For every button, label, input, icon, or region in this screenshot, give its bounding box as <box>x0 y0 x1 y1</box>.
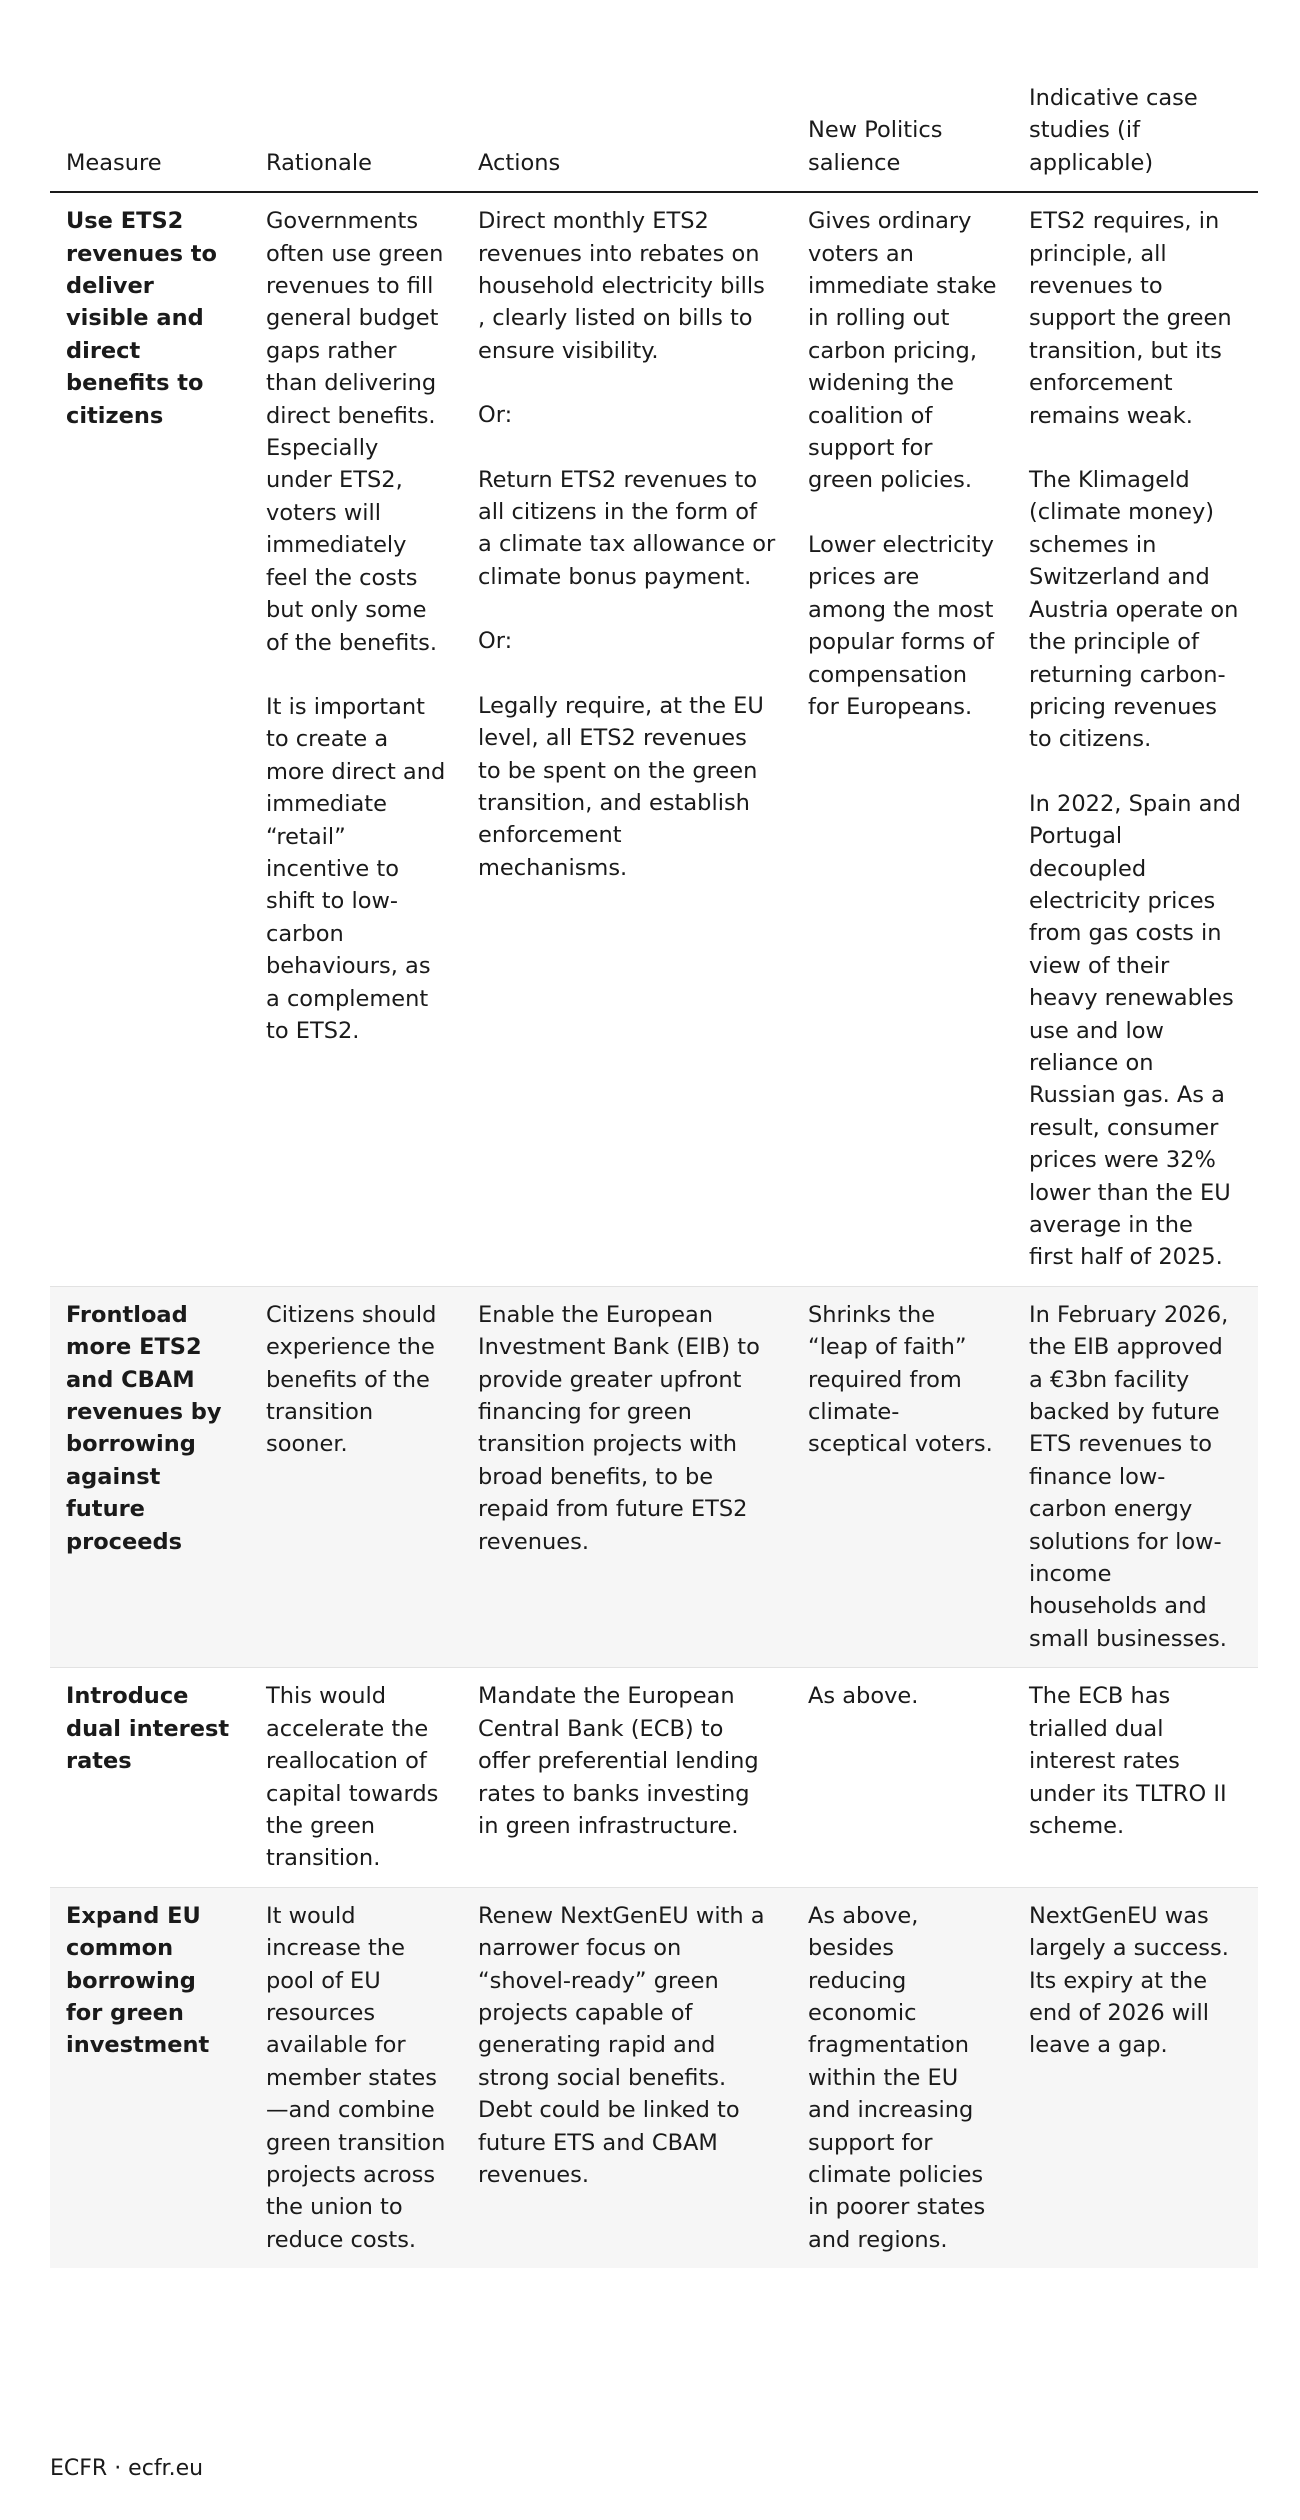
case-study-text: The Klimageld (climate money) schemes in Switzerland and Austria operate on the principle of returning carbon-pricing revenues to citizens. <box>1029 467 1239 753</box>
salience-cell <box>792 1286 1013 1667</box>
salience-cell <box>792 192 1013 1286</box>
table-header-row <box>50 70 1258 192</box>
salience-text: As above. <box>808 1683 919 1710</box>
case-studies-cell <box>1013 1668 1258 1887</box>
case-study-text: The ECB has trialled dual interest rates under its TLTRO II scheme. <box>1029 1683 1227 1839</box>
actions-text: Or: <box>478 402 513 429</box>
column-header-actions: Actions <box>462 70 792 192</box>
measure-cell: Expand EU common borrowing for green investment <box>50 1887 250 2268</box>
salience-text: Gives ordinary voters an immediate stake in rolling out carbon pricing, widening the coalition of support for green policies. <box>808 208 997 494</box>
rationale-text: It would increase the pool of EU resources available for member states—and combine green transition projects across the union to reduce costs. <box>266 1902 446 2253</box>
actions-cell <box>462 192 792 1286</box>
rationale-cell <box>250 1887 462 2268</box>
actions-cell <box>462 1668 792 1887</box>
rationale-cell <box>250 1668 462 1887</box>
rationale-text: It is important to create a more direct and immediate “retail” incentive to shift to low-carbon behaviours, as a complement to ETS2. <box>266 693 446 1044</box>
case-studies-cell <box>1013 1286 1258 1667</box>
table-row <box>50 1887 1258 2268</box>
column-header-rationale: Rationale <box>250 70 462 192</box>
actions-text: Direct monthly ETS2 revenues into rebates on household electricity bills , clearly listed on bills to ensure visibility. <box>478 208 765 364</box>
case-study-text: NextGenEU was largely a success. Its expiry at the end of 2026 will leave a gap. <box>1029 1902 1229 2059</box>
case-study-text: ETS2 requires, in principle, all revenues to support the green transition, but its enforcement remains weak. <box>1029 208 1232 429</box>
table-row <box>50 1668 1258 1887</box>
case-study-text: In February 2026, the EIB approved a €3bn facility backed by future ETS revenues to finance low-carbon energy solutions for low-income households and small businesses. <box>1029 1301 1229 1652</box>
measure-cell: Frontload more ETS2 and CBAM revenues by borrowing against future proceeds <box>50 1286 250 1667</box>
policy-measures-table <box>50 70 1258 2268</box>
column-header-measure: Measure <box>50 70 250 192</box>
rationale-text: Citizens should experience the benefits of the transition sooner. <box>266 1301 437 1458</box>
salience-text: Shrinks the “leap of faith” required from climate-sceptical voters. <box>808 1301 993 1458</box>
actions-text: Mandate the European Central Bank (ECB) to offer preferential lending rates to banks investing in green infrastructure. <box>478 1683 759 1839</box>
case-studies-cell <box>1013 192 1258 1286</box>
salience-cell <box>792 1887 1013 2268</box>
salience-text: As above, besides reducing economic fragmentation within the EU and increasing support for climate policies in poorer states and regions. <box>808 1902 986 2253</box>
actions-text: Renew NextGenEU with a narrower focus on “shovel-ready” green projects capable of generating rapid and strong social benefits. Debt could be linked to future ETS and CBAM revenues. <box>478 1902 765 2188</box>
measure-cell: Introduce dual interest rates <box>50 1668 250 1887</box>
actions-text: Return ETS2 revenues to all citizens in the form of a climate tax allowance or climate bonus payment. <box>478 466 776 590</box>
actions-cell <box>462 1887 792 2268</box>
column-header-salience: New Politics salience <box>792 70 1013 192</box>
actions-cell <box>462 1286 792 1667</box>
case-study-text: In 2022, Spain and Portugal decoupled electricity prices from gas costs in view of their heavy renewables use and low reliance on Russian gas. As a result, consumer prices were 32% lower than the EU average in the first half of 2025. <box>1029 790 1241 1271</box>
rationale-text: Governments often use green revenues to fill general budget gaps rather than delivering direct benefits. Especially under ETS2, voters will immediately feel the costs but only some of the benefits. <box>266 208 444 656</box>
rationale-cell <box>250 1286 462 1667</box>
salience-text: Lower electricity prices are among the most popular forms of compensation for Europeans. <box>808 531 995 720</box>
rationale-text: This would accelerate the reallocation of capital towards the green transition. <box>266 1683 439 1872</box>
column-header-case-studies: Indicative case studies (if applicable) <box>1013 70 1258 192</box>
table-row <box>50 1286 1258 1667</box>
actions-text: Legally require, at the EU level, all ETS2 revenues to be spent on the green transition, and establish enforcement mechanisms. <box>478 692 764 881</box>
case-studies-cell <box>1013 1887 1258 2268</box>
actions-text: Or: <box>478 628 513 655</box>
table-row <box>50 192 1258 1286</box>
footer-source: ECFR · ecfr.eu <box>50 2456 204 2481</box>
rationale-cell <box>250 192 462 1286</box>
salience-cell <box>792 1668 1013 1887</box>
measure-cell: Use ETS2 revenues to deliver visible and direct benefits to citizens <box>66 208 218 429</box>
actions-text: Enable the European Investment Bank (EIB) to provide greater upfront financing for green transition projects with broad benefits, to be repaid from future ETS2 revenues. <box>478 1301 760 1555</box>
